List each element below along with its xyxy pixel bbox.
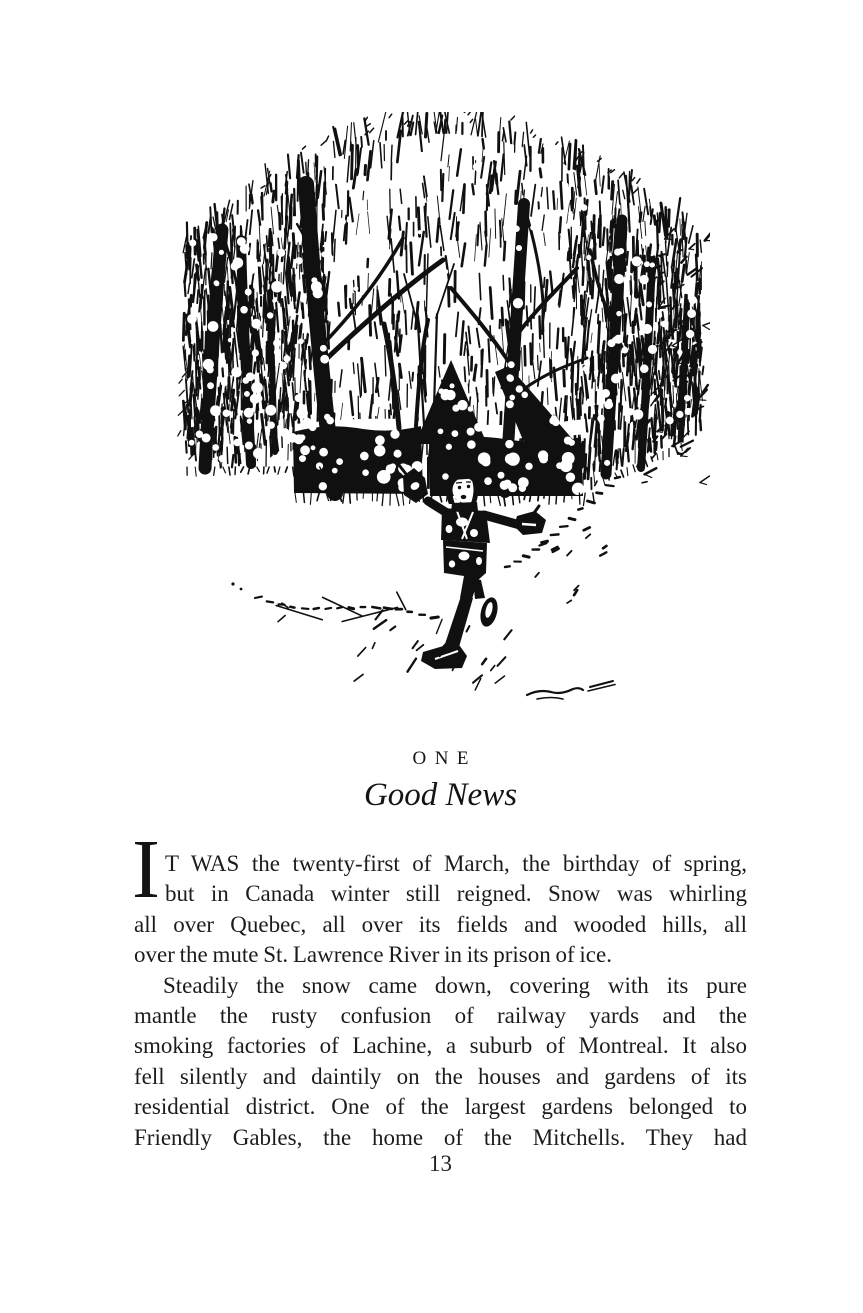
text-line: over the mute St. Lawrence River in its prison of ice. bbox=[134, 942, 612, 968]
text-line: Friendly Gables, the home of the Mitchells. They had bbox=[134, 1124, 747, 1150]
page-number: 13 bbox=[429, 1151, 452, 1176]
chapter-title: Good News bbox=[363, 777, 518, 813]
snow-ground-marks bbox=[527, 681, 615, 699]
chapter-illustration-drawing bbox=[175, 112, 710, 704]
text-line: fell silently and daintily on the houses and gardens of its bbox=[134, 1063, 747, 1089]
paragraph bbox=[134, 971, 747, 1153]
chapter-illustration bbox=[175, 112, 710, 704]
text-line: but in Canada winter still reigned. Snow was whirling bbox=[165, 881, 747, 907]
body-text bbox=[132, 823, 747, 1153]
text-line: mantle the rusty confusion of railway yards and the bbox=[134, 1002, 747, 1028]
text-line: smoking factories of Lachine, a suburb of Montreal. It also bbox=[134, 1033, 747, 1059]
drop-cap: I bbox=[132, 823, 160, 916]
paragraph bbox=[132, 823, 747, 971]
text-line: residential district. One of the largest gardens belonged to bbox=[134, 1094, 747, 1120]
text-line: T WAS the twenty-first of March, the birthday of spring, bbox=[165, 851, 747, 876]
text-line: Steadily the snow came down, covering with its pure bbox=[163, 972, 747, 998]
chapter-kicker: ONE bbox=[412, 748, 478, 769]
text-line: all over Quebec, all over its fields and wooded hills, all bbox=[134, 911, 747, 937]
